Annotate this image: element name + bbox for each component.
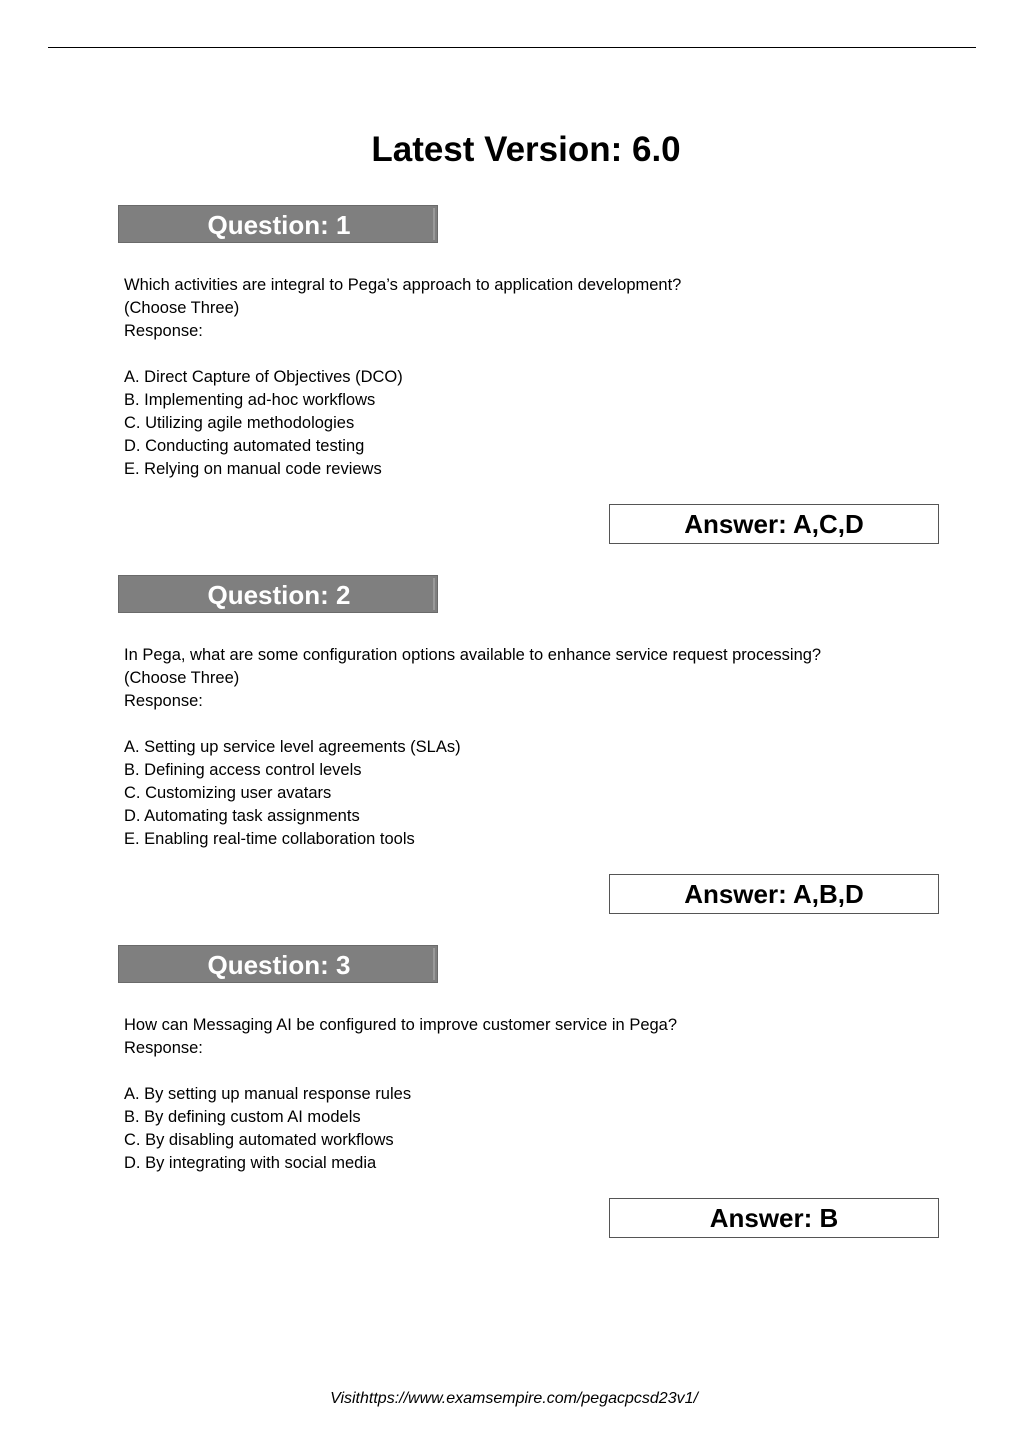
answer-box: Answer: A,C,D (609, 504, 939, 544)
option-e: E. Enabling real-time collaboration tools (124, 830, 415, 848)
question-text-line: Response: (124, 1039, 203, 1057)
question-text (124, 1014, 944, 1060)
option-b: B. By defining custom AI models (124, 1108, 361, 1126)
footer-link-text: Visithttps://www.examsempire.com/pegacpcsd23v1/ (330, 1390, 698, 1407)
option-d: D. Automating task assignments (124, 807, 360, 825)
top-rule (48, 47, 976, 48)
question-text-line: How can Messaging AI be configured to improve customer service in Pega? (124, 1016, 678, 1034)
question-header (118, 205, 438, 243)
question-text-line: Response: (124, 322, 203, 340)
page-title: Latest Version: 6.0 (371, 130, 681, 169)
option-b: B. Defining access control levels (124, 761, 362, 779)
question-text (124, 274, 944, 343)
question-text-line: (Choose Three) (124, 669, 240, 687)
question-text-line: Response: (124, 692, 203, 710)
question-options (124, 1083, 944, 1175)
question-text (124, 644, 944, 713)
answer-box: Answer: A,B,D (609, 874, 939, 914)
option-b: B. Implementing ad-hoc workflows (124, 391, 376, 409)
option-c: C. Utilizing agile methodologies (124, 414, 355, 432)
question-header-label: Question: 2 (207, 580, 351, 610)
option-e: E. Relying on manual code reviews (124, 460, 382, 478)
question-header-label: Question: 1 (207, 210, 351, 240)
question-options (124, 736, 944, 851)
option-a: A. Setting up service level agreements (SLAs) (124, 738, 461, 756)
option-d: D. By integrating with social media (124, 1154, 377, 1172)
option-d: D. Conducting automated testing (124, 437, 365, 455)
option-c: C. Customizing user avatars (124, 784, 332, 802)
option-c: C. By disabling automated workflows (124, 1131, 394, 1149)
question-header (118, 575, 438, 613)
question-options (124, 366, 944, 481)
option-a: A. By setting up manual response rules (124, 1085, 412, 1103)
question-text-line: Which activities are integral to Pega’s approach to application development? (124, 276, 682, 294)
question-text-line: (Choose Three) (124, 299, 240, 317)
question-text-line: In Pega, what are some configuration options available to enhance service request processing? (124, 646, 822, 664)
answer-box: Answer: B (609, 1198, 939, 1238)
question-header (118, 945, 438, 983)
question-header-label: Question: 3 (207, 950, 351, 980)
option-a: A. Direct Capture of Objectives (DCO) (124, 368, 403, 386)
